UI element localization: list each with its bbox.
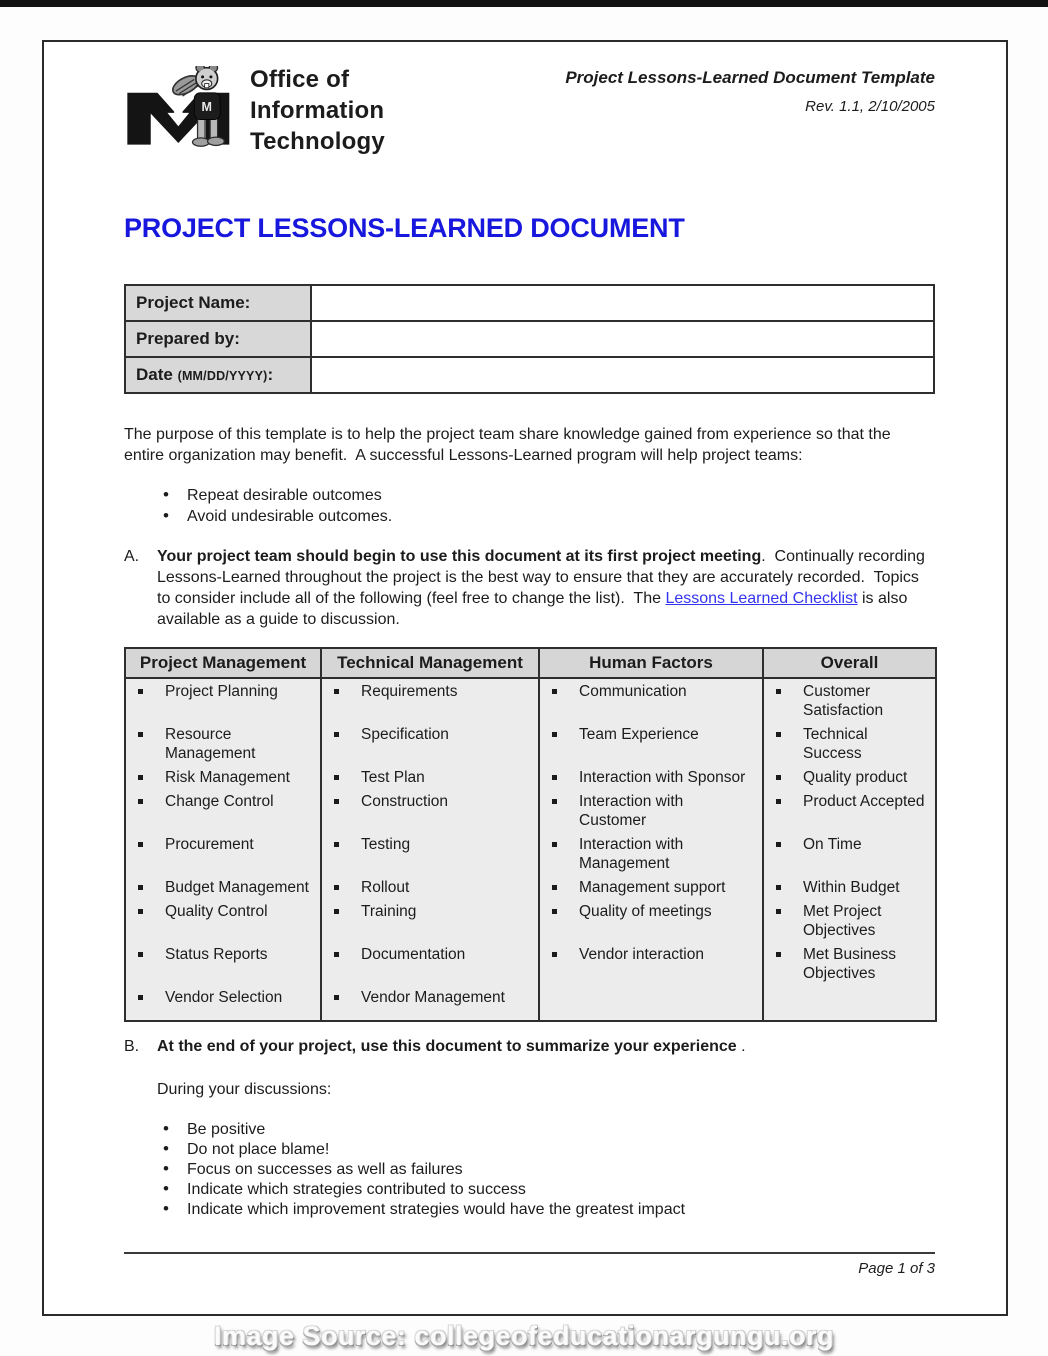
list-item: Testing [334,835,530,854]
list-item: Risk Management [138,768,312,787]
list-item: Resource Management [138,725,312,763]
table-row [125,285,934,321]
list-item: Specification [334,725,530,744]
section-b [124,1036,935,1057]
org-name-line: Office of [250,66,350,93]
list-item: Status Reports [138,945,312,964]
prepared-by-label: Prepared by: [125,321,311,357]
document-page-frame [42,40,1008,1316]
table-row [125,357,934,393]
table-row [125,789,936,832]
section-b-bold-text: At the end of your project, use this document to summarize your experience [157,1038,737,1055]
project-name-label: Project Name: [125,285,311,321]
list-item: Quality product [776,768,927,787]
list-item: • Do not place blame! [162,1140,935,1160]
date-value-cell [311,357,934,393]
image-source-watermark: Image Source: collegeofeducationargungu.org [213,1321,835,1351]
column-header-human-factors: Human Factors [539,648,763,678]
list-item: Project Planning [138,682,312,701]
revision-label: Rev. 1.1, 2/10/2005 [805,98,935,115]
umn-goldy-block-m-logo-icon [124,66,236,148]
column-header-overall: Overall [763,648,936,678]
list-item: • Be positive [162,1120,935,1140]
list-item: Management support [552,878,754,897]
section-a-bold-text: Your project team should begin to use this document at its first project meeting [157,548,762,565]
list-item: Quality Control [138,902,312,921]
list-item: Vendor Management [334,988,530,1007]
list-item: Product Accepted [776,792,927,811]
page-title: PROJECT LESSONS-LEARNED DOCUMENT [124,213,685,243]
document-content [44,42,1006,1277]
project-name-value-cell [311,285,934,321]
list-item: Interaction with Management [552,835,754,873]
table-row [125,899,936,942]
list-item: Vendor Selection [138,988,312,1007]
list-item: • Repeat desirable outcomes [162,485,935,506]
list-item: Technical Success [776,725,927,763]
list-item: Team Experience [552,725,754,744]
list-item: Met Business Objectives [776,945,927,983]
purpose-bullet-list [162,485,935,527]
page-footer [124,1252,935,1277]
list-item: Customer Satisfaction [776,682,927,720]
list-item: Procurement [138,835,312,854]
org-name-line: Technology [250,128,385,155]
discussion-intro: During your discussions: [157,1081,332,1098]
table-row [125,321,934,357]
lessons-topics-table [124,647,937,1022]
header-right [565,64,935,115]
list-item: Within Budget [776,878,927,897]
list-item: • Indicate which improvement strategies would have the greatest impact [162,1200,935,1220]
footer-divider [124,1252,935,1254]
prepared-by-value-cell [311,321,934,357]
svg-text:M: M [201,100,212,115]
section-a-marker: A. [124,548,140,565]
column-header-project-management: Project Management [125,648,321,678]
list-item: Vendor interaction [552,945,754,964]
section-b-marker: B. [124,1038,140,1055]
list-item: Quality of meetings [552,902,754,921]
discussion-bullet-list [162,1120,935,1220]
list-item: Met Project Objectives [776,902,927,940]
list-item: • Avoid undesirable outcomes. [162,506,935,527]
section-a [124,546,935,630]
purpose-paragraph: The purpose of this template is to help the project team share knowledge gained from experience so that the entire organization may benefit. A successful Lessons-Learned program will help project teams: [124,426,896,464]
list-item: Communication [552,682,754,701]
lessons-learned-checklist-link[interactable]: Lessons Learned Checklist [665,590,858,607]
list-item: On Time [776,835,927,854]
table-row [125,722,936,765]
section-a-text: Your project team should begin to use this document at its first project meeting. Continually recording Lessons-Learned throughout the project is the best way to ensure that they are accurately recorded. Topics to consider include all of the following (feel free to change the list). The Lessons Learned Checklist is also available as a guide to discussion. [157,548,930,628]
table-row [125,875,936,899]
table-row [125,985,936,1021]
project-info-table [124,284,935,394]
table-row [125,942,936,985]
document-template-title: Project Lessons-Learned Document Template [565,68,935,87]
page-number: Page 1 of 3 [858,1260,935,1277]
list-item: Change Control [138,792,312,811]
list-item: Test Plan [334,768,530,787]
list-item: • Focus on successes as well as failures [162,1160,935,1180]
table-row [125,678,936,722]
scan-edge-bar [0,0,1048,7]
list-item: Documentation [334,945,530,964]
section-b-text: At the end of your project, use this document to summarize your experience . [157,1038,746,1055]
date-label: Date (MM/DD/YYYY): [125,357,311,393]
column-header-technical-management: Technical Management [321,648,539,678]
table-row [125,765,936,789]
list-item: Interaction with Sponsor [552,768,754,787]
list-item: Budget Management [138,878,312,897]
org-name-line: Information [250,97,385,124]
table-row [125,832,936,875]
list-item: Interaction with Customer [552,792,754,830]
org-name [250,64,385,157]
list-item: Requirements [334,682,530,701]
list-item: Training [334,902,530,921]
list-item: • Indicate which strategies contributed to success [162,1180,935,1200]
list-item: Construction [334,792,530,811]
list-item: Rollout [334,878,530,897]
document-header [124,64,935,157]
table-header-row [125,648,936,678]
